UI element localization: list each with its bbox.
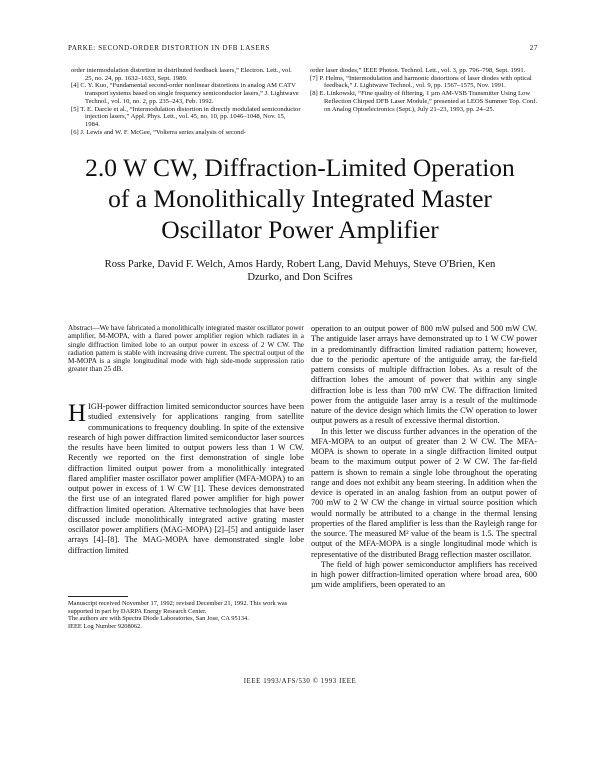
body-paragraph: In this letter we discuss further advances in the operation of the MFA-MOPA to an output of greater than 2 W CW. The MFA-MOPA is shown to operate in a single diffraction limited output beam to the maximum output power of 2 W CW. The far-field pattern is shown to remain a single lobe throughout the operating range and does not exhibit any beam steering. In addition when the device is operated in an analog fashion from an output power of 700 mW to 2 W CW the change in virtual source position which would normally be attributed to a change in the thermal lensing properties of the flared amplifier is less than the Rayleigh range for the source. The measured M² value of the beam is 1.5. The spectral output of the MFA-MOPA is a single longitudinal mode which is representative of the distributed Bragg reflection master oscillator. — [311, 426, 537, 559]
footnote-line: IEEE Log Number 9208062. — [68, 622, 142, 630]
reference-item: order laser diodes,” IEEE Photon. Technol. Lett., vol. 3, pp. 796–798, Sept. 1991. — [310, 67, 526, 74]
body-paragraph: The field of high power semiconductor amplifiers has received in high power diffraction-limited operation where broad area, 600 µm wide amplifiers, been operated to an — [311, 559, 537, 590]
author-list: Ross Parke, David F. Welch, Amos Hardy, Robert Lang, David Mehuys, Steve O'Brien, Ken Dzurko, and Don Scifres — [104, 259, 496, 283]
title-line: 2.0 W CW, Diffraction-Limited Operation — [85, 153, 515, 182]
footnote-line: The authors are with Spectra Diode Laboratories, San Jose, CA 95134. — [68, 615, 249, 623]
introduction-paragraph — [68, 402, 304, 556]
title-line: Oscillator Power Amplifier — [161, 215, 439, 244]
body-right-column — [311, 324, 537, 591]
paper-title — [60, 152, 540, 245]
footnote-divider — [68, 596, 128, 597]
reference-item: [8] E. Linkowski, “Fine quality of filtering, 1 µm AM-VSB Transmitter Using Low Reflection Chirped DFB Laser Module,” presented at LEOS Summer Top. Conf. on Analog Optoelectronics (Sept.), July 21–23, 1993, pp. 24–25. — [310, 90, 538, 113]
abstract: Abstract—We have fabricated a monolithically integrated master oscillator power amplifier, M-MOPA, with a flared power amplifier region which radiates in a single diffraction limited lobe to an output power in excess of 2 W CW. The radiation pattern is stable with increasing drive current. The spectral output of the M-MOPA is a single longitudinal mode with high side-mode suppression ratio greater than 25 dB. — [68, 324, 304, 374]
footnote — [68, 600, 304, 630]
running-header-title: PARKE: SECOND-ORDER DISTORTION IN DFB LASERS — [68, 44, 270, 52]
drop-cap: H — [68, 400, 87, 427]
reference-item: [7] P. Helms, “Intermodulation and harmonic distortions of laser diodes with optical feedback,” J. Lightwave Technol., vol. 9, pp. 1567–1575, Nov. 1991. — [310, 74, 532, 90]
page-number: 27 — [529, 44, 538, 52]
reference-item: [4] C. Y. Kuo, “Fundamental second-order nonlinear distortions in analog AM CATV transport systems based on single frequency semiconductor lasers,” J. Lightwave Technol., vol. 10, no. 2, pp. 235–243, Feb. 1992. — [71, 82, 299, 105]
reference-item: [5] T. E. Darcie et al., “Intermodulation distortion in directly modulated semiconductor injection lasers,” Appl. Phys. Lett., vol. 45, no. 10, pp. 1046–1048, Nov. 15, 1984. — [71, 105, 301, 128]
running-header — [68, 44, 538, 56]
reference-item: order intermodulation distortion in distributed feedback lasers,” Electron. Lett., vol. 25, no. 24, pp. 1632–1633, Sept. 1989. — [71, 67, 292, 82]
introduction-text: IGH-power diffraction limited semiconductor sources have been studied extensively for applications ranging from satellite communications to frequency doubling. In spite of the extensive research of high power diffraction limited semiconductor laser sources the results have been limited to output powers less than 1 W CW. Recently we reported on the first demonstration of single lobe diffraction limited output power from a monolithically integrated flared amplifier master oscillator power amplifier (MFA-MOPA) to an output power in excess of 1 W CW [1]. These devices demonstrated the first use of an integrated flared power amplifier for high power diffraction limited operation. Alternative technologies that have been discussed include monolithically integrated active grating master oscillator power amplifiers (MAG-MOPA) [2]–[5] and antiguide laser arrays [4]–[8]. The MAG-MOPA have demonstrated single lobe diffraction limited — [68, 402, 304, 555]
footnote-line: Manuscript received November 17, 1992; revised December 21, 1992. This work was supported in part by DARPA Energy Research Center. — [68, 600, 288, 615]
references-left-column — [71, 67, 301, 136]
copyright-line: IEEE 1993/AFS/530 © 1993 IEEE — [243, 678, 357, 685]
references-right-column — [310, 67, 540, 113]
reference-item: [6] J. Lewis and W. F. McGee, “Volterra series analysis of second- — [71, 128, 246, 136]
title-line: of a Monolithically Integrated Master — [108, 184, 492, 213]
body-paragraph: operation to an output power of 800 mW pulsed and 500 mW CW. The antiguide laser arrays have demonstrated up to 1 W CW power in a predominantly diffraction limited radiation pattern; however, due to the periodic aperture of the antiguide array, the far-field pattern consists of multiple diffraction lobes. As a result of the diffraction lobes the amount of power that within any single diffraction lobe is less than 700 mW CW. The diffraction limited power from the antiguide laser array is a result of the multimode nature of the device design which limits the CW operation to lower output powers as a result of excessive thermal distortion. — [311, 324, 537, 426]
